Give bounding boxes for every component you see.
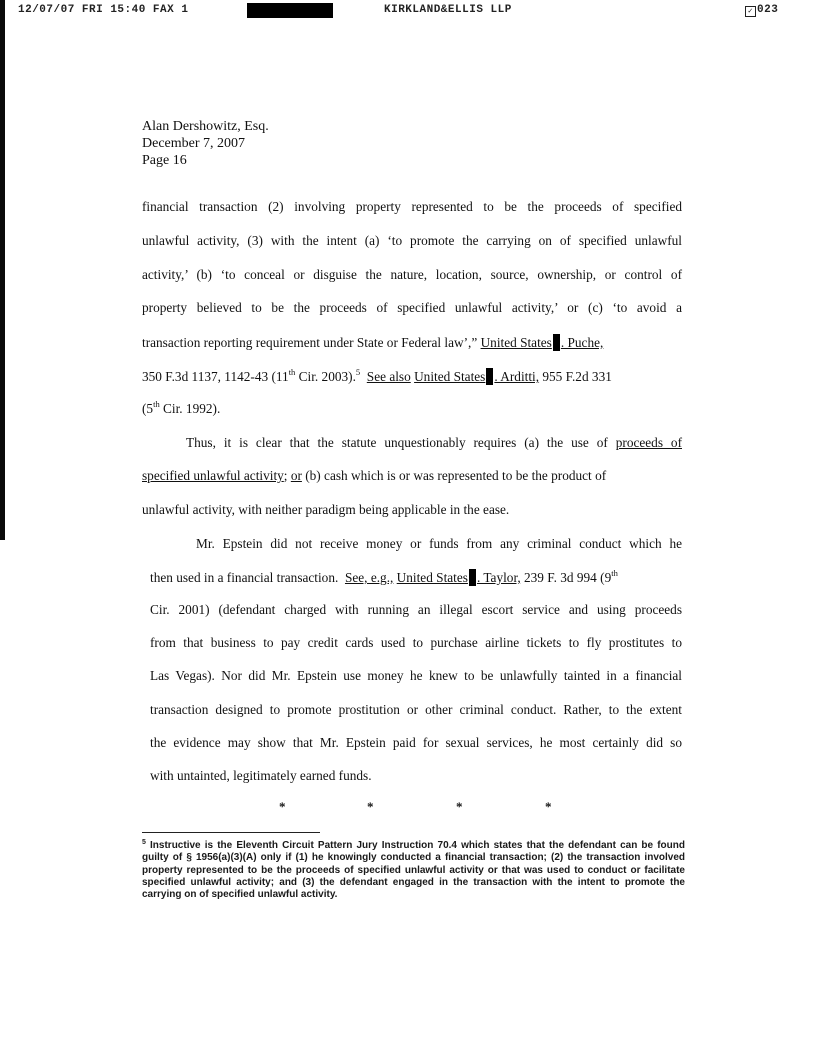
citation: 350 F.3d 1137, 1142-43 (11 <box>142 369 289 384</box>
line-text: (b) cash which is or was represented to be the product of <box>301 468 607 483</box>
citation: Cir. 1992). <box>159 401 221 416</box>
line-text: ; <box>283 468 288 483</box>
footnote <box>142 840 685 901</box>
paragraph-line: Cir. 2001) (defendant charged with running an illegal escort service and using proceeds <box>150 602 682 617</box>
recipient-name: Alan Dershowitz, Esq. <box>142 119 269 134</box>
letter-address-block <box>142 118 269 169</box>
page-label: Page 16 <box>142 153 187 168</box>
letter-date: December 7, 2007 <box>142 136 246 151</box>
footnote-number: 5 <box>142 839 146 846</box>
paragraph-line: the evidence may show that Mr. Epstein paid for sexual services, he most certainly did so <box>150 735 682 750</box>
fax-date-time: 12/07/07 FRI 15:40 FAX 1 <box>18 4 189 16</box>
citation: 955 F.2d 331 <box>539 369 612 384</box>
scan-edge-bar <box>0 0 5 540</box>
redaction-block <box>247 3 333 18</box>
line-text: then used in a financial transaction. <box>150 570 339 585</box>
paragraph-line <box>150 569 618 586</box>
citation: (5 <box>142 401 154 416</box>
redaction-block <box>553 334 560 351</box>
paragraph-line: Las Vegas). Nor did Mr. Epstein use money he knew to be unlawfully tainted in a financial <box>150 668 682 683</box>
case-name: United States <box>480 335 552 350</box>
underlined-phrase: specified unlawful activity <box>142 468 284 483</box>
ordinal-suffix: th <box>288 367 296 377</box>
paragraph-line: financial transaction (2) involving property represented to be the proceeds of specified <box>142 199 682 214</box>
asterisk: * <box>367 799 374 814</box>
line-text: Thus, it is clear that the statute unquestionably requires (a) the use of <box>186 435 608 450</box>
citation: Cir. 2003). <box>295 369 356 384</box>
fax-page-number <box>745 4 778 17</box>
asterisk: * <box>279 799 286 814</box>
underlined-phrase: proceeds of <box>615 435 682 450</box>
case-name: . Puche, <box>560 335 604 350</box>
line-text: transaction reporting requirement under State or Federal law’,” <box>142 335 478 350</box>
fax-firm-name: KIRKLAND&ELLIS LLP <box>384 4 512 16</box>
paragraph-line: from that business to pay credit cards used to purchase airline tickets to fly prostitutes to <box>150 635 682 650</box>
paragraph-line: transaction designed to promote prostitution or other criminal conduct. Rather, to the extent <box>150 702 682 717</box>
asterisk: * <box>545 799 552 814</box>
paragraph-line: property believed to be the proceeds of specified unlawful activity,’ or (c) ‘to avoid a <box>142 300 682 315</box>
citation: 239 F. 3d 994 (9 <box>520 570 612 585</box>
ordinal-suffix: th <box>611 568 618 578</box>
ordinal-suffix: th <box>153 399 160 409</box>
paragraph-line <box>142 401 220 417</box>
asterisk: * <box>456 799 463 814</box>
paragraph-line: unlawful activity, with neither paradigm being applicable in the ease. <box>142 502 510 517</box>
citation-signal: See also <box>366 369 411 384</box>
footnote-ref: 5 <box>355 367 361 377</box>
case-name: United States <box>414 369 486 384</box>
section-break <box>0 799 816 815</box>
footnote-divider <box>142 832 320 833</box>
fax-page-number-value: 023 <box>757 4 779 16</box>
case-name: United States <box>396 570 468 585</box>
paragraph-line <box>142 468 606 484</box>
paragraph-line <box>142 368 612 385</box>
footnote-text: Instructive is the Eleventh Circuit Pattern Jury Instruction 70.4 which states that the defendant can be found guilty of § 1956(a)(3)(A) only if (1) he knowingly conducted a financial transaction; (2) the transaction involved property represented to be the proceeds of specified unlawful activity or that was used to conduct or facilitate specified unlawful activity; and (3) the defendant engaged in the transaction with the intent to promote the carrying on of specified unlawful activity. <box>142 840 685 901</box>
paragraph-line: Mr. Epstein did not receive money or funds from any criminal conduct which he <box>196 536 682 551</box>
redaction-block <box>486 368 493 385</box>
fax-header <box>0 2 816 18</box>
paragraph-line: unlawful activity, (3) with the intent (a) ‘to promote the carrying on of specified unlawful <box>142 233 682 248</box>
fax-page-icon: ✓ <box>745 6 756 17</box>
paragraph-line: activity,’ (b) ‘to conceal or disguise the nature, location, source, ownership, or control of <box>142 267 682 282</box>
paragraph-line <box>186 435 682 451</box>
citation-signal: See, e.g., <box>344 570 394 585</box>
underlined-phrase: or <box>290 468 302 483</box>
paragraph-line: with untainted, legitimately earned funds. <box>150 768 372 783</box>
case-name: . Taylor, <box>476 570 521 585</box>
redaction-block <box>469 569 476 586</box>
paragraph-line <box>142 334 685 351</box>
case-name: . Arditti, <box>494 369 540 384</box>
